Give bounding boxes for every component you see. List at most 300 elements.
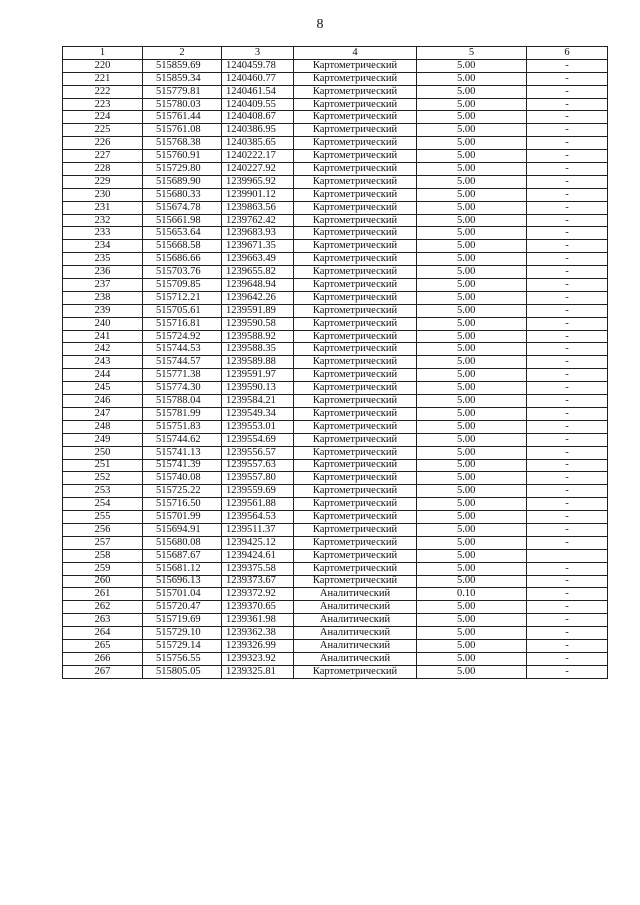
cell-accuracy: 5.00 — [417, 665, 527, 678]
cell-method: Картометрический — [294, 304, 417, 317]
cell-y-coordinate: 1239424.61 — [222, 549, 294, 562]
cell-accuracy: 5.00 — [417, 485, 527, 498]
cell-x-coordinate: 515712.21 — [143, 291, 222, 304]
cell-accuracy: 5.00 — [417, 175, 527, 188]
cell-point-number: 240 — [63, 317, 143, 330]
cell-point-number: 251 — [63, 459, 143, 472]
cell-method: Картометрический — [294, 201, 417, 214]
cell-x-coordinate: 515680.33 — [143, 188, 222, 201]
cell-accuracy: 5.00 — [417, 562, 527, 575]
cell-accuracy: 5.00 — [417, 639, 527, 652]
cell-y-coordinate: 1240461.54 — [222, 85, 294, 98]
cell-accuracy: 5.00 — [417, 266, 527, 279]
cell-x-coordinate: 515760.91 — [143, 150, 222, 163]
cell-note: - — [527, 407, 608, 420]
cell-accuracy: 5.00 — [417, 188, 527, 201]
cell-x-coordinate: 515661.98 — [143, 214, 222, 227]
cell-y-coordinate: 1239671.35 — [222, 240, 294, 253]
cell-note: - — [527, 382, 608, 395]
cell-point-number: 247 — [63, 407, 143, 420]
column-header-3: 3 — [222, 47, 294, 60]
cell-x-coordinate: 515741.39 — [143, 459, 222, 472]
cell-note: - — [527, 639, 608, 652]
cell-x-coordinate: 515687.67 — [143, 549, 222, 562]
table-row — [63, 343, 608, 356]
cell-method: Картометрический — [294, 407, 417, 420]
cell-point-number: 227 — [63, 150, 143, 163]
cell-note: - — [527, 627, 608, 640]
cell-x-coordinate: 515703.76 — [143, 266, 222, 279]
cell-accuracy: 5.00 — [417, 163, 527, 176]
cell-method: Картометрический — [294, 227, 417, 240]
cell-accuracy: 5.00 — [417, 317, 527, 330]
cell-accuracy: 5.00 — [417, 549, 527, 562]
cell-point-number: 223 — [63, 98, 143, 111]
table-row — [63, 188, 608, 201]
table-row — [63, 601, 608, 614]
cell-accuracy: 5.00 — [417, 382, 527, 395]
cell-method: Аналитический — [294, 627, 417, 640]
table-row — [63, 227, 608, 240]
cell-point-number: 238 — [63, 291, 143, 304]
table-row — [63, 575, 608, 588]
cell-point-number: 254 — [63, 498, 143, 511]
cell-point-number: 220 — [63, 59, 143, 72]
cell-method: Картометрический — [294, 98, 417, 111]
table-row — [63, 59, 608, 72]
cell-accuracy: 5.00 — [417, 98, 527, 111]
cell-y-coordinate: 1239372.92 — [222, 588, 294, 601]
cell-x-coordinate: 515761.08 — [143, 124, 222, 137]
cell-method: Картометрический — [294, 175, 417, 188]
cell-note: - — [527, 511, 608, 524]
cell-note: - — [527, 343, 608, 356]
table-row — [63, 420, 608, 433]
cell-note: - — [527, 266, 608, 279]
cell-x-coordinate: 515744.53 — [143, 343, 222, 356]
table-row — [63, 124, 608, 137]
cell-method: Картометрический — [294, 459, 417, 472]
cell-point-number: 239 — [63, 304, 143, 317]
cell-x-coordinate: 515724.92 — [143, 330, 222, 343]
table-row — [63, 253, 608, 266]
table-row — [63, 163, 608, 176]
cell-x-coordinate: 515709.85 — [143, 279, 222, 292]
cell-note: - — [527, 665, 608, 678]
table-row — [63, 304, 608, 317]
cell-y-coordinate: 1239554.69 — [222, 433, 294, 446]
cell-point-number: 248 — [63, 420, 143, 433]
table-row — [63, 433, 608, 446]
cell-y-coordinate: 1240222.17 — [222, 150, 294, 163]
cell-point-number: 237 — [63, 279, 143, 292]
cell-accuracy: 5.00 — [417, 72, 527, 85]
cell-accuracy: 5.00 — [417, 459, 527, 472]
cell-note: - — [527, 523, 608, 536]
cell-accuracy: 5.00 — [417, 356, 527, 369]
table-row — [63, 511, 608, 524]
cell-y-coordinate: 1240227.92 — [222, 163, 294, 176]
cell-note: - — [527, 124, 608, 137]
table-row — [63, 395, 608, 408]
cell-point-number: 232 — [63, 214, 143, 227]
cell-y-coordinate: 1239655.82 — [222, 266, 294, 279]
cell-accuracy: 5.00 — [417, 201, 527, 214]
cell-accuracy: 5.00 — [417, 446, 527, 459]
cell-accuracy: 5.00 — [417, 227, 527, 240]
cell-point-number: 245 — [63, 382, 143, 395]
cell-method: Картометрический — [294, 369, 417, 382]
cell-note: - — [527, 369, 608, 382]
cell-y-coordinate: 1239549.34 — [222, 407, 294, 420]
table-row — [63, 446, 608, 459]
table-row — [63, 549, 608, 562]
cell-method: Картометрический — [294, 137, 417, 150]
cell-accuracy: 5.00 — [417, 523, 527, 536]
cell-point-number: 222 — [63, 85, 143, 98]
cell-method: Картометрический — [294, 343, 417, 356]
table-row — [63, 266, 608, 279]
table-row — [63, 639, 608, 652]
cell-point-number: 233 — [63, 227, 143, 240]
cell-y-coordinate: 1239648.94 — [222, 279, 294, 292]
cell-method: Аналитический — [294, 639, 417, 652]
cell-method: Картометрический — [294, 433, 417, 446]
table-row — [63, 523, 608, 536]
cell-note: - — [527, 85, 608, 98]
cell-method: Аналитический — [294, 601, 417, 614]
column-header-5: 5 — [417, 47, 527, 60]
cell-x-coordinate: 515686.66 — [143, 253, 222, 266]
cell-x-coordinate: 515689.90 — [143, 175, 222, 188]
table-row — [63, 175, 608, 188]
cell-accuracy: 5.00 — [417, 614, 527, 627]
cell-point-number: 242 — [63, 343, 143, 356]
cell-y-coordinate: 1239557.80 — [222, 472, 294, 485]
cell-method: Картометрический — [294, 549, 417, 562]
cell-x-coordinate: 515788.04 — [143, 395, 222, 408]
table-row — [63, 356, 608, 369]
cell-note: - — [527, 330, 608, 343]
cell-x-coordinate: 515668.58 — [143, 240, 222, 253]
cell-accuracy: 5.00 — [417, 407, 527, 420]
table-row — [63, 665, 608, 678]
table-row — [63, 536, 608, 549]
cell-point-number: 250 — [63, 446, 143, 459]
cell-y-coordinate: 1239683.93 — [222, 227, 294, 240]
cell-point-number: 243 — [63, 356, 143, 369]
cell-note: - — [527, 137, 608, 150]
cell-accuracy: 5.00 — [417, 369, 527, 382]
cell-method: Картометрический — [294, 266, 417, 279]
cell-y-coordinate: 1240386.95 — [222, 124, 294, 137]
cell-x-coordinate: 515716.50 — [143, 498, 222, 511]
cell-point-number: 230 — [63, 188, 143, 201]
table-row — [63, 291, 608, 304]
cell-accuracy: 5.00 — [417, 420, 527, 433]
cell-point-number: 263 — [63, 614, 143, 627]
cell-method: Аналитический — [294, 614, 417, 627]
cell-accuracy: 5.00 — [417, 343, 527, 356]
cell-x-coordinate: 515701.99 — [143, 511, 222, 524]
cell-point-number: 224 — [63, 111, 143, 124]
cell-x-coordinate: 515720.47 — [143, 601, 222, 614]
table-row — [63, 279, 608, 292]
cell-note: - — [527, 163, 608, 176]
cell-y-coordinate: 1240459.78 — [222, 59, 294, 72]
cell-point-number: 228 — [63, 163, 143, 176]
table-row — [63, 72, 608, 85]
cell-y-coordinate: 1239561.88 — [222, 498, 294, 511]
cell-x-coordinate: 515681.12 — [143, 562, 222, 575]
cell-point-number: 256 — [63, 523, 143, 536]
cell-method: Картометрический — [294, 446, 417, 459]
cell-accuracy: 5.00 — [417, 150, 527, 163]
cell-point-number: 229 — [63, 175, 143, 188]
cell-y-coordinate: 1239323.92 — [222, 652, 294, 665]
cell-method: Картометрический — [294, 420, 417, 433]
cell-x-coordinate: 515729.80 — [143, 163, 222, 176]
cell-method: Картометрический — [294, 253, 417, 266]
cell-x-coordinate: 515680.08 — [143, 536, 222, 549]
column-header-4: 4 — [294, 47, 417, 60]
cell-method: Картометрический — [294, 214, 417, 227]
cell-note: - — [527, 652, 608, 665]
cell-note: - — [527, 601, 608, 614]
cell-y-coordinate: 1240460.77 — [222, 72, 294, 85]
cell-method: Картометрический — [294, 575, 417, 588]
cell-y-coordinate: 1239373.67 — [222, 575, 294, 588]
cell-method: Картометрический — [294, 395, 417, 408]
column-header-6: 6 — [527, 47, 608, 60]
cell-note: - — [527, 536, 608, 549]
cell-note: - — [527, 317, 608, 330]
cell-accuracy: 5.00 — [417, 395, 527, 408]
cell-x-coordinate: 515694.91 — [143, 523, 222, 536]
cell-x-coordinate: 515805.05 — [143, 665, 222, 678]
cell-note: - — [527, 227, 608, 240]
cell-method: Картометрический — [294, 85, 417, 98]
cell-method: Картометрический — [294, 124, 417, 137]
cell-x-coordinate: 515859.69 — [143, 59, 222, 72]
cell-y-coordinate: 1239642.26 — [222, 291, 294, 304]
cell-note: - — [527, 72, 608, 85]
cell-x-coordinate: 515716.81 — [143, 317, 222, 330]
cell-point-number: 226 — [63, 137, 143, 150]
cell-y-coordinate: 1239591.89 — [222, 304, 294, 317]
cell-note: - — [527, 588, 608, 601]
cell-note: - — [527, 214, 608, 227]
cell-accuracy: 5.00 — [417, 214, 527, 227]
cell-method: Картометрический — [294, 562, 417, 575]
cell-method: Картометрический — [294, 240, 417, 253]
cell-x-coordinate: 515729.14 — [143, 639, 222, 652]
cell-y-coordinate: 1239325.81 — [222, 665, 294, 678]
cell-y-coordinate: 1239588.35 — [222, 343, 294, 356]
table-row — [63, 472, 608, 485]
cell-note: - — [527, 304, 608, 317]
cell-accuracy: 5.00 — [417, 498, 527, 511]
cell-note: - — [527, 253, 608, 266]
table-row — [63, 201, 608, 214]
cell-method: Картометрический — [294, 665, 417, 678]
cell-x-coordinate: 515744.57 — [143, 356, 222, 369]
cell-note: - — [527, 111, 608, 124]
table-row — [63, 407, 608, 420]
cell-y-coordinate: 1239362.38 — [222, 627, 294, 640]
cell-x-coordinate: 515771.38 — [143, 369, 222, 382]
cell-x-coordinate: 515744.62 — [143, 433, 222, 446]
cell-accuracy: 5.00 — [417, 253, 527, 266]
cell-accuracy: 5.00 — [417, 59, 527, 72]
cell-note: - — [527, 433, 608, 446]
cell-x-coordinate: 515705.61 — [143, 304, 222, 317]
cell-note: - — [527, 395, 608, 408]
cell-x-coordinate: 515696.13 — [143, 575, 222, 588]
cell-method: Картометрический — [294, 188, 417, 201]
cell-note: - — [527, 498, 608, 511]
cell-x-coordinate: 515774.30 — [143, 382, 222, 395]
cell-note: - — [527, 562, 608, 575]
cell-accuracy: 5.00 — [417, 111, 527, 124]
cell-x-coordinate: 515653.64 — [143, 227, 222, 240]
cell-note: - — [527, 188, 608, 201]
cell-note: - — [527, 279, 608, 292]
cell-y-coordinate: 1239584.21 — [222, 395, 294, 408]
cell-note: - — [527, 459, 608, 472]
cell-point-number: 262 — [63, 601, 143, 614]
cell-method: Картометрический — [294, 291, 417, 304]
cell-method: Картометрический — [294, 511, 417, 524]
cell-point-number: 234 — [63, 240, 143, 253]
cell-y-coordinate: 1239375.58 — [222, 562, 294, 575]
cell-x-coordinate: 515780.03 — [143, 98, 222, 111]
cell-accuracy: 5.00 — [417, 601, 527, 614]
cell-method: Картометрический — [294, 330, 417, 343]
table-row — [63, 614, 608, 627]
cell-accuracy: 5.00 — [417, 124, 527, 137]
table-row — [63, 627, 608, 640]
cell-accuracy: 5.00 — [417, 291, 527, 304]
cell-y-coordinate: 1239965.92 — [222, 175, 294, 188]
cell-y-coordinate: 1239361.98 — [222, 614, 294, 627]
cell-method: Картометрический — [294, 111, 417, 124]
cell-point-number: 241 — [63, 330, 143, 343]
cell-y-coordinate: 1240408.67 — [222, 111, 294, 124]
table-row — [63, 317, 608, 330]
cell-x-coordinate: 515756.55 — [143, 652, 222, 665]
cell-accuracy: 5.00 — [417, 652, 527, 665]
cell-x-coordinate: 515729.10 — [143, 627, 222, 640]
cell-point-number: 260 — [63, 575, 143, 588]
table-row — [63, 459, 608, 472]
cell-note: - — [527, 201, 608, 214]
cell-x-coordinate: 515740.08 — [143, 472, 222, 485]
cell-method: Картометрический — [294, 498, 417, 511]
cell-x-coordinate: 515719.69 — [143, 614, 222, 627]
cell-note: - — [527, 485, 608, 498]
cell-method: Картометрический — [294, 150, 417, 163]
cell-y-coordinate: 1239762.42 — [222, 214, 294, 227]
table-row — [63, 588, 608, 601]
table-row — [63, 498, 608, 511]
cell-accuracy: 5.00 — [417, 240, 527, 253]
cell-y-coordinate: 1239425.12 — [222, 536, 294, 549]
table-row — [63, 85, 608, 98]
cell-y-coordinate: 1239326.99 — [222, 639, 294, 652]
cell-accuracy: 0.10 — [417, 588, 527, 601]
cell-point-number: 244 — [63, 369, 143, 382]
table-row — [63, 98, 608, 111]
page-number: 8 — [316, 17, 324, 32]
table-header-row — [63, 47, 608, 60]
cell-x-coordinate: 515859.34 — [143, 72, 222, 85]
table-row — [63, 369, 608, 382]
cell-y-coordinate: 1240385.65 — [222, 137, 294, 150]
table-row — [63, 137, 608, 150]
cell-point-number: 225 — [63, 124, 143, 137]
cell-y-coordinate: 1239588.92 — [222, 330, 294, 343]
cell-accuracy: 5.00 — [417, 304, 527, 317]
cell-point-number: 236 — [63, 266, 143, 279]
cell-y-coordinate: 1239511.37 — [222, 523, 294, 536]
cell-method: Картометрический — [294, 523, 417, 536]
cell-y-coordinate: 1239591.97 — [222, 369, 294, 382]
cell-point-number: 261 — [63, 588, 143, 601]
cell-point-number: 221 — [63, 72, 143, 85]
table-row — [63, 240, 608, 253]
table-row — [63, 111, 608, 124]
cell-x-coordinate: 515741.13 — [143, 446, 222, 459]
cell-method: Аналитический — [294, 652, 417, 665]
table-row — [63, 214, 608, 227]
cell-note: - — [527, 150, 608, 163]
cell-x-coordinate: 515701.04 — [143, 588, 222, 601]
cell-point-number: 231 — [63, 201, 143, 214]
table-row — [63, 562, 608, 575]
cell-note — [527, 549, 608, 562]
cell-y-coordinate: 1239590.58 — [222, 317, 294, 330]
cell-accuracy: 5.00 — [417, 85, 527, 98]
cell-accuracy: 5.00 — [417, 433, 527, 446]
cell-x-coordinate: 515779.81 — [143, 85, 222, 98]
cell-x-coordinate: 515781.99 — [143, 407, 222, 420]
cell-method: Картометрический — [294, 72, 417, 85]
cell-y-coordinate: 1239564.53 — [222, 511, 294, 524]
cell-point-number: 255 — [63, 511, 143, 524]
table-row — [63, 652, 608, 665]
cell-point-number: 257 — [63, 536, 143, 549]
cell-y-coordinate: 1239863.56 — [222, 201, 294, 214]
cell-point-number: 249 — [63, 433, 143, 446]
column-header-1: 1 — [63, 47, 143, 60]
cell-x-coordinate: 515674.78 — [143, 201, 222, 214]
cell-y-coordinate: 1239901.12 — [222, 188, 294, 201]
table-row — [63, 382, 608, 395]
cell-method: Картометрический — [294, 279, 417, 292]
cell-y-coordinate: 1239557.63 — [222, 459, 294, 472]
cell-note: - — [527, 240, 608, 253]
cell-note: - — [527, 420, 608, 433]
cell-method: Картометрический — [294, 485, 417, 498]
cell-y-coordinate: 1239559.69 — [222, 485, 294, 498]
cell-point-number: 259 — [63, 562, 143, 575]
cell-note: - — [527, 356, 608, 369]
cell-note: - — [527, 472, 608, 485]
column-header-2: 2 — [143, 47, 222, 60]
cell-note: - — [527, 614, 608, 627]
table-row — [63, 485, 608, 498]
